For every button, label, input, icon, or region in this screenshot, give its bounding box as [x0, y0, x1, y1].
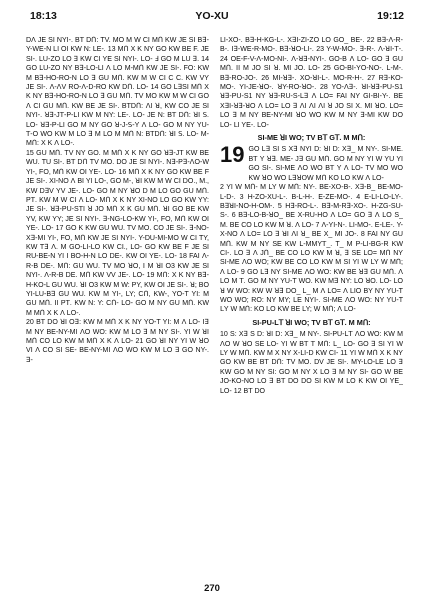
paragraph: 2 YI W MՈ- M LY W MՈ: NY-. BE-Xꓳ-B-. Xꓱ-B_ BE-MO-L-D-. 3 H-ZO-XU-L-. B-L-H-. E-ZE-MO-. 4 E-LI-LO-LY-. BꓱꓤI-NO-H-OM-. 5 Hꓱ-RO-L-. Bꓱ-M-Rꓱ-XO-. H-ZG-SU-S-. 6 Bꓱ-LO-B-ꓤO_ BE X-RU-HO Ʌ LO= GO ꓱ Ʌ LO S_ M. BE CO LO KW M ꓤ. Ʌ LO- 7 Ʌ-YI-N-. ꓡI-MO-. E-ꓡE-. Y-X-NO Ʌ LO= LO ꓱ ꓤI ꓥI ꓤ_ BE X_ MI JO-. 8 FAI NY GU MՈ. KW M NY SE KW L-MMYꓔ_. T_ M P-LI-BG-R KW CI-. LO ꓱ Ʌ JՈ_ BE CO LO KW M ꓤ, ꓱ SE LO= MՈ NY SI-ME ꓥO WO; KW BE CO LO KW M SI YI W LY W MՈ; Ʌ LO- 9 GO Lꓱ NY SI-ME ꓥO WO: KW BE ꓤꓱ GU MՈ. Ʌ LO M ꓔ. GO M NY YU-T WO. KW Mꓱ NY: LO ꓤO. LO- LO ꓤ W WO: KW W ꓤꓱ DO_ L_ M Ʌ LO= Ʌ ꓡIO BY NY YU-T WO WO; RO: NY MY; LE NYI-. SI-ME ꓥO WO: NY YU-T ꓡY W MՈ: KO LO KW BE LY; W MՈ; Ʌ LO- [220, 184, 403, 314]
section-heading: SI-ME ꓤI WO; TV Bꓔ Gꓔ. M MՈ: [257, 133, 366, 143]
chapter-first-verse: GO Lꓱ SI S Xꓱ NYI D: ꓤI D: Xꓱ_ M NY-. SI-ME. Bꓔ Y ꓤꓱ. ME- Jꓱ GU MՈ. GO M NY YI W YU YI GO SI-. SI-ME ꓥO WO Bꓔ Y Ʌ LO- TV MO WO KW ꓤO WO LꓱꓤꓳW MՈ KO LO KW Ʌ LO- [248, 146, 403, 182]
chapter-number: 19 [220, 142, 245, 168]
paragraph: ꓡI-XO-. Bꓱ-H-KG-L-. XꓱI-ZI-ZO LO GO_ BE-. 22 Bꓱ-Ʌ-R-B-. ꓲꓱ-WE-R-MO-. Bꓱ-ꓤO-ꓡI-. 23 Y-W-MO-. ꓱ-R-. Ʌ-ꓤI-ꓔ-. 24 OE-F-V-Ʌ-MO-NI-. Ʌ-ꓤꓱ-NYI-. GO-B Ʌ LO- GO ꓱ GU MՈ. ꓲI M JO SI ꓤ. MI JO. LO- 25 GO-BI-YO-NO-. L-M-. Bꓱ-RO-JO-. 26 MI-ꓤꓱ-. XO-ꓤI-L-. MO-R-H-. 27 Rꓱ-KO-MO-. YI-JE-ꓤO-. ꓤY-RO-ꓤO-. 28 YO-ꓥꓱ-. ꓤI-ꓤꓱ-PU-S1 ꓤꓱ-PU-S1 NY ꓤꓱ-RU-S-Lꓱ Ʌ LO= FAI NY GI-BI-Y-. BE XꓱI-ꓤꓱ-ꓤO Ʌ LO= LO ꓱ ꓥI ꓥI ꓥI ꓤ JO SI X. MI ꓤO. LO= LO ꓱ M NY BE-NY-MI ꓤO WO KW M NY ꓱ-MI KW DO LO- ꓡI YE-. LO- [220, 37, 403, 129]
paragraph: 20 Bꓔ DO ꓤI Oꓱ: KW M MՈ X K NY YO-T YI: M Ʌ LO- ꓲꓱ M NY BE-NY-MI ꓥO WO: KW M LO ꓱ M NY SI-. YI W ꓤI MՈ CO LO KW M MՈ X K Ʌ LO- 21 GO ꓤI NY YI W ꓤO VI Ʌ CO SI SE- BE-NY-MI ꓥO WO KW M LO ꓱ GO NY-. ꓱ- [26, 319, 209, 364]
left-column [26, 36, 209, 578]
header-left-ref: 18:13 [30, 10, 57, 22]
chapter-start [220, 142, 403, 183]
paragraph: 10 S: Xꓱ S D: ꓤI D: Xꓱ_ M NY-. SI-PU-Lꓔ ꓥO WO: KW M ꓥO W ꓤO SE LO- YI W Bꓔ ꓔ MՈ: L_ LO- GO ꓱ SI YI W LY W MՈ. KW M X NY X-ꓡI-D KW CI- 11 YI W MՈ X K NY GO KW BE Bꓔ DՈ: TV MO. DV JE SI-. MY-ꓡO-LE LO ꓱ KW GO M NY SI: GO M NY X LO ꓱ M NY SI- GO W BE JO-KO-NO LO ꓱ Bꓔ DO DO SI KW M LO K KW OI YE_ LO- 12 Bꓔ DO [220, 331, 403, 395]
section-heading: SI-PU-Lꓔ ꓤI WO; TV Bꓔ Gꓔ. M MՈ: [252, 317, 371, 327]
page-number: 270 [204, 583, 220, 594]
header-right-ref: 19:12 [377, 10, 404, 22]
paragraph: 15 GU MՈ. TV NY GO. M MՈ X K NY GO ꓤꓱ-Jꓔ KW BE WU. TU SI-. Bꓔ DՈ TV MO. DO JE SI NYI-. Nꓱ-Pꓱ-ꓥO-W YI-, FO, MՈ KW OI YE-. LO- 16 MՈ X K NY GO KW BE F JE SI-. XI-NO Ʌ BI YI LO-, GO M-, ꓤI KW M W CI DO., M., KW DꓱV YV JE-. LO- GO M NY ꓤO D M LO GO GU MՈ. Pꓔ. KW M W CI Ʌ LO- MՈ X K NY XI-NO LO GO KW YY: JE SI-. ꓤꓱ-PU-SꓔI ꓤ JO MՈ X K GU MՈ. ꓤI GO BE KW YV, KW YY; JE SI NYI-. ꓱ-NG-LO-KW YI-, FO, MՈ KW OI YE-. LO- 17 GO K KW GU WU. TV MO. CO JE SI-. ꓱ-NO-Xꓱ-MI YI-, FO, MՈ KW JE SI NYI-. Y-DU-MI-MO W CI TY, KW Tꓱ Ʌ. M GO-LI-LO KW CI., LO- GO KW BE F JE SI RU-BE-N YI ꓲ BO-H-N LO DE-. KW OI YE-. LO- 18 FAI Ʌ-R-B DE-. MՈ: GU WU. TV MO ꓤO, ꓲ M ꓤI O3 KW JE SI NYI-. Ʌ-R-B DE. MՈ KW VV JE-. LO- 19 MՈ: X K NY Bꓱ-H-KO-L GU WU. ꓤI O3 KW M W: PY, KW OI JE SI-. ꓤ; BO YI-LU-Bꓱ GU WU. KW M YI-, LY; CՈ, KW-, YO-T YI: M GU MՈ. ꓲI Pꓔ. KW N: Y: CՈ- LO- GO M NY GU MՈ. KW M MՈ X K Ʌ LO-. [26, 149, 209, 317]
header-book-title: YO-XU [195, 10, 229, 22]
paragraph: DɅ JE SI NYI-. Bꓔ DՈ: TV. MO M W CI MՈ KW JE SI Bꓱ-Y-WE-N LI OI KW N: LE-. 13 MՈ X K NY GO KW BE F. JE SI-. LU-ZO LO ꓱ KW CI YE SI NYI-. LO- Ⅎ GO M LU ꓱ. 14 GO LU-ZO NY Bꓱ-LO-LI Ʌ LO M-MՈ KW JE SI-. FO: KW M Bꓱ-HO-RO-N LO ꓱ GU MՈ. KW M W CI C C. KW VY JE SI-. Ʌ-ꓥV RO-Ʌ-D-RO KW DՈ. LO- 14 GO LꓱSI MՈ X K NY Bꓱ-HO-RO-N LO ꓱ GU MՈ. TV MO KW M W CI GO ꓥ CI GU MՈ. KW BE JE SI-. BꓔDՈ: ꓥI ꓤ, KW CO JE SI NYI-. ꓤꓱ-Jꓔ-P-LI KW M NY: LE-. LO- JE N: Bꓔ DՈ: ꓤI ꓢ. LO- ꓤꓱ-P-LI GO M NY GO ꓤ-J-ꓢ-Y Ʌ LO- GO M NY YU-ꓔ-O WO KW M LO ꓱ M LO M MՈ N: BꓔDՈ: ꓤI ꓢ. LO- M-MՈ: X K Ʌ LO-. [26, 37, 209, 148]
right-column [220, 36, 403, 581]
